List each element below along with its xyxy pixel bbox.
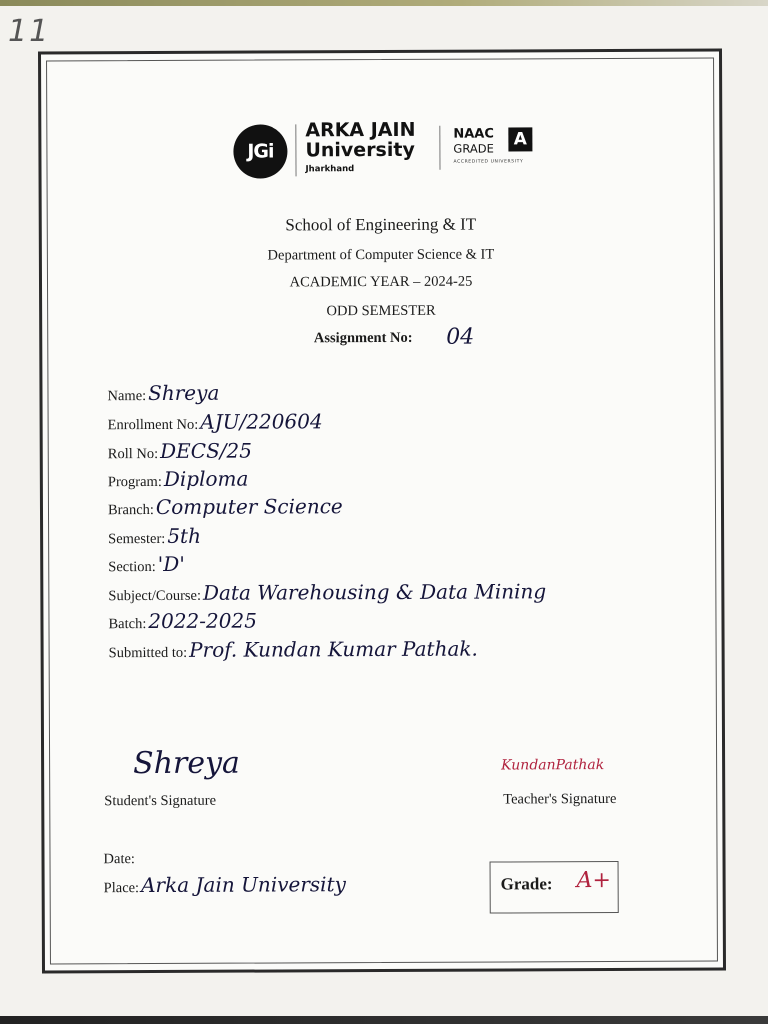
assignment-label	[39, 329, 723, 349]
enrollment-value: AJU/220604	[200, 409, 323, 434]
semester-label: Semester:	[108, 530, 166, 548]
logo-divider	[295, 124, 296, 176]
page-top-edge	[0, 0, 768, 6]
name-value: Shreya	[148, 380, 220, 406]
naac-accredited-text: ACCREDITED UNIVERSITY	[453, 159, 524, 165]
enrollment-field	[108, 409, 323, 434]
program-field	[108, 467, 249, 492]
roll-label: Roll No:	[107, 445, 159, 463]
name-label: Name:	[107, 388, 147, 405]
university-location: Jharkhand	[305, 164, 355, 175]
assignment-number: 04	[446, 324, 475, 350]
naac-grade-badge: A	[508, 127, 532, 151]
department-heading: Department of Computer Science & IT	[267, 246, 495, 264]
semester-heading: ODD SEMESTER	[326, 302, 436, 320]
assignment-cover-sheet	[38, 49, 726, 974]
assignment-label-text: Assignment No:	[313, 329, 413, 347]
branch-value: Computer Science	[155, 494, 343, 519]
place-field	[104, 872, 346, 897]
submitted-to-value: Prof. Kundan Kumar Pathak.	[189, 636, 478, 662]
roll-value: DECS/25	[160, 438, 252, 463]
teacher-signature-label: Teacher's Signature	[503, 790, 617, 808]
date-label: Date:	[103, 851, 135, 868]
naac-grade-label: GRADE	[453, 141, 494, 156]
name-field	[107, 381, 219, 405]
program-value: Diploma	[163, 466, 249, 491]
teacher-signature: KundanPathak	[501, 757, 605, 774]
naac-label: NAAC	[453, 126, 494, 142]
batch-value: 2022-2025	[148, 608, 257, 634]
place-value: Arka Jain University	[141, 872, 346, 898]
jgi-logo-icon: JGi	[233, 124, 287, 178]
student-signature-label: Student's Signature	[104, 792, 217, 810]
semester-value: 5th	[167, 523, 202, 548]
section-value: 'D'	[157, 551, 185, 576]
page-number-mark: 11	[8, 14, 51, 49]
university-logo	[233, 119, 543, 176]
university-name	[305, 120, 415, 160]
enrollment-label: Enrollment No:	[107, 416, 199, 434]
grade-label: Grade:	[500, 874, 553, 894]
semester-field	[108, 524, 201, 548]
grade-value: A+	[576, 868, 611, 894]
batch-field	[108, 609, 257, 634]
subject-label: Subject/Course:	[108, 587, 202, 605]
submitted-to-field	[109, 637, 478, 663]
roll-field	[108, 439, 252, 464]
university-name-line2: University	[305, 138, 415, 162]
batch-label: Batch:	[108, 616, 147, 633]
academic-year-heading: ACADEMIC YEAR – 2024-25	[289, 273, 473, 291]
branch-label: Branch:	[107, 501, 154, 519]
student-signature: Shreya	[133, 745, 240, 782]
place-label: Place:	[103, 880, 140, 897]
subject-value: Data Warehousing & Data Mining	[202, 579, 547, 605]
school-heading: School of Engineering & IT	[285, 214, 477, 235]
branch-field	[108, 494, 343, 519]
submitted-to-label: Submitted to:	[108, 644, 188, 662]
section-field	[108, 552, 185, 576]
page-bottom-edge	[0, 1016, 768, 1024]
logo-divider	[439, 126, 440, 170]
university-name-line1: ARKA JAIN	[305, 118, 416, 142]
grade-box	[490, 861, 619, 914]
program-label: Program:	[107, 473, 162, 491]
section-label: Section:	[108, 558, 156, 576]
subject-field	[108, 579, 546, 605]
